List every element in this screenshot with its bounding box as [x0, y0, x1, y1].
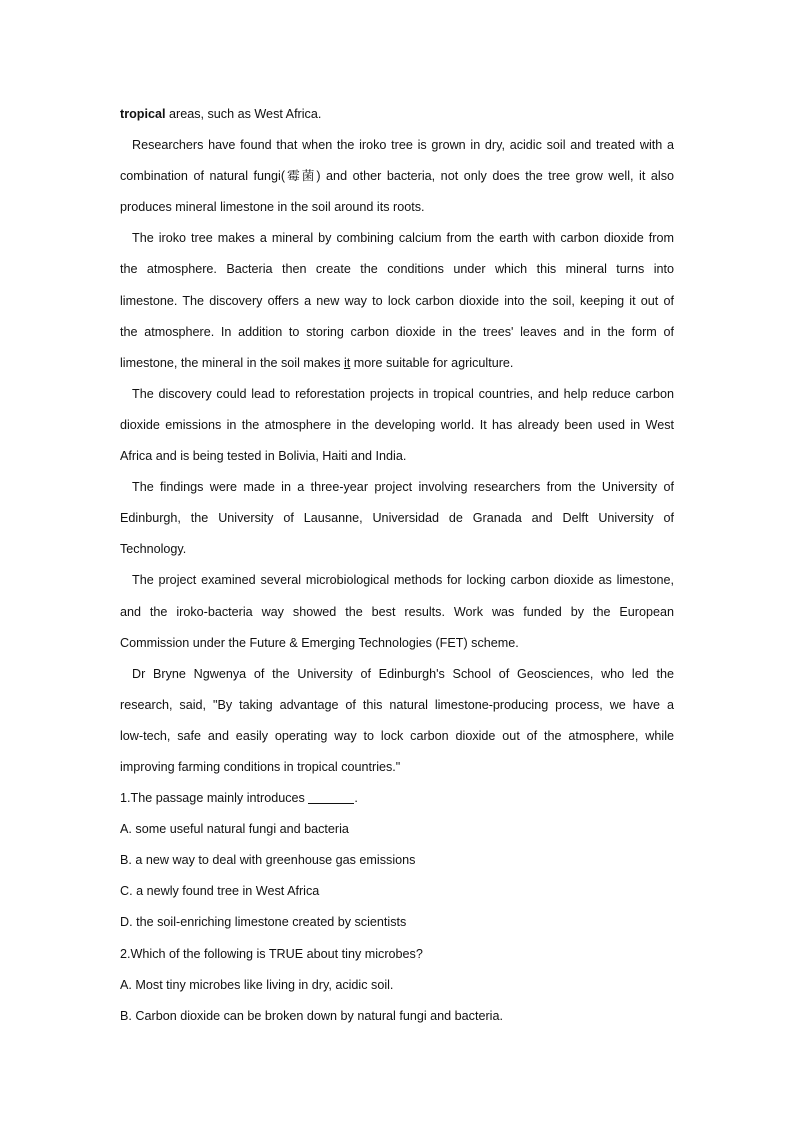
question-1-stem — [120, 783, 674, 814]
answer-blank — [308, 790, 354, 804]
passage-text: limestone, the mineral in the soil makes — [120, 355, 344, 370]
passage-line: low-tech, safe and easily operating way to lock carbon dioxide out of the atmosphere, while — [120, 728, 674, 743]
passage-line: limestone. The discovery offers a new way to lock carbon dioxide into the soil, keeping it out of — [120, 293, 674, 308]
passage-line: Researchers have found that when the iroko tree is grown in dry, acidic soil and treated with a — [132, 138, 674, 153]
question-2-stem: 2.Which of the following is TRUE about tiny microbes? — [120, 946, 423, 961]
passage-line: Dr Bryne Ngwenya of the University of Edinburgh's School of Geosciences, who led the — [132, 666, 674, 681]
passage-line: Technology. — [120, 542, 187, 557]
passage-line: The discovery could lead to reforestation projects in tropical countries, and help reduce carbon — [132, 386, 674, 401]
question-1-option-b: B. a new way to deal with greenhouse gas emissions — [120, 853, 416, 868]
question-text: 1.The passage mainly introduces — [120, 791, 309, 806]
bold-word: tropical — [120, 107, 166, 121]
passage-line: research, said, "By taking advantage of this natural limestone-producing process, we have a — [120, 697, 674, 712]
passage-line: the atmosphere. Bacteria then create the conditions under which this mineral turns into — [120, 262, 674, 277]
passage-line: The project examined several microbiological methods for locking carbon dioxide as limestone, — [132, 573, 674, 588]
passage-text: areas, such as West Africa. — [165, 107, 322, 121]
passage-line — [120, 99, 674, 130]
passage-line: dioxide emissions in the atmosphere in the developing world. It has already been used in West — [120, 417, 674, 432]
passage-line: improving farming conditions in tropical countries." — [120, 759, 401, 774]
passage-line: The iroko tree makes a mineral by combining calcium from the earth with carbon dioxide from — [132, 231, 674, 246]
passage-line: Edinburgh, the University of Lausanne, Universidad de Granada and Delft University of — [120, 511, 674, 526]
question-1-option-a: A. some useful natural fungi and bacteria — [120, 822, 349, 837]
question-text: . — [354, 791, 358, 806]
document-page — [120, 99, 674, 1032]
question-2-option-a: A. Most tiny microbes like living in dry, acidic soil. — [120, 977, 394, 992]
passage-line: Africa and is being tested in Bolivia, Haiti and India. — [120, 449, 407, 464]
question-1-option-d: D. the soil-enriching limestone created by scientists — [120, 915, 407, 930]
passage-line: The findings were made in a three-year project involving researchers from the University of — [132, 480, 674, 495]
underlined-word: it — [344, 355, 351, 370]
passage-text: more suitable for agriculture. — [350, 355, 514, 370]
question-1-option-c: C. a newly found tree in West Africa — [120, 884, 320, 899]
passage-line: the atmosphere. In addition to storing carbon dioxide in the trees' leaves and in the form of — [120, 324, 674, 339]
passage-line: produces mineral limestone in the soil around its roots. — [120, 200, 425, 215]
passage-line: combination of natural fungi(霉菌) and other bacteria, not only does the tree grow well, it also — [120, 169, 674, 184]
passage-line — [120, 348, 674, 379]
passage-line: and the iroko-bacteria way showed the best results. Work was funded by the European — [120, 604, 674, 619]
question-2-option-b: B. Carbon dioxide can be broken down by natural fungi and bacteria. — [120, 1008, 503, 1023]
passage-line: Commission under the Future & Emerging Technologies (FET) scheme. — [120, 635, 519, 650]
